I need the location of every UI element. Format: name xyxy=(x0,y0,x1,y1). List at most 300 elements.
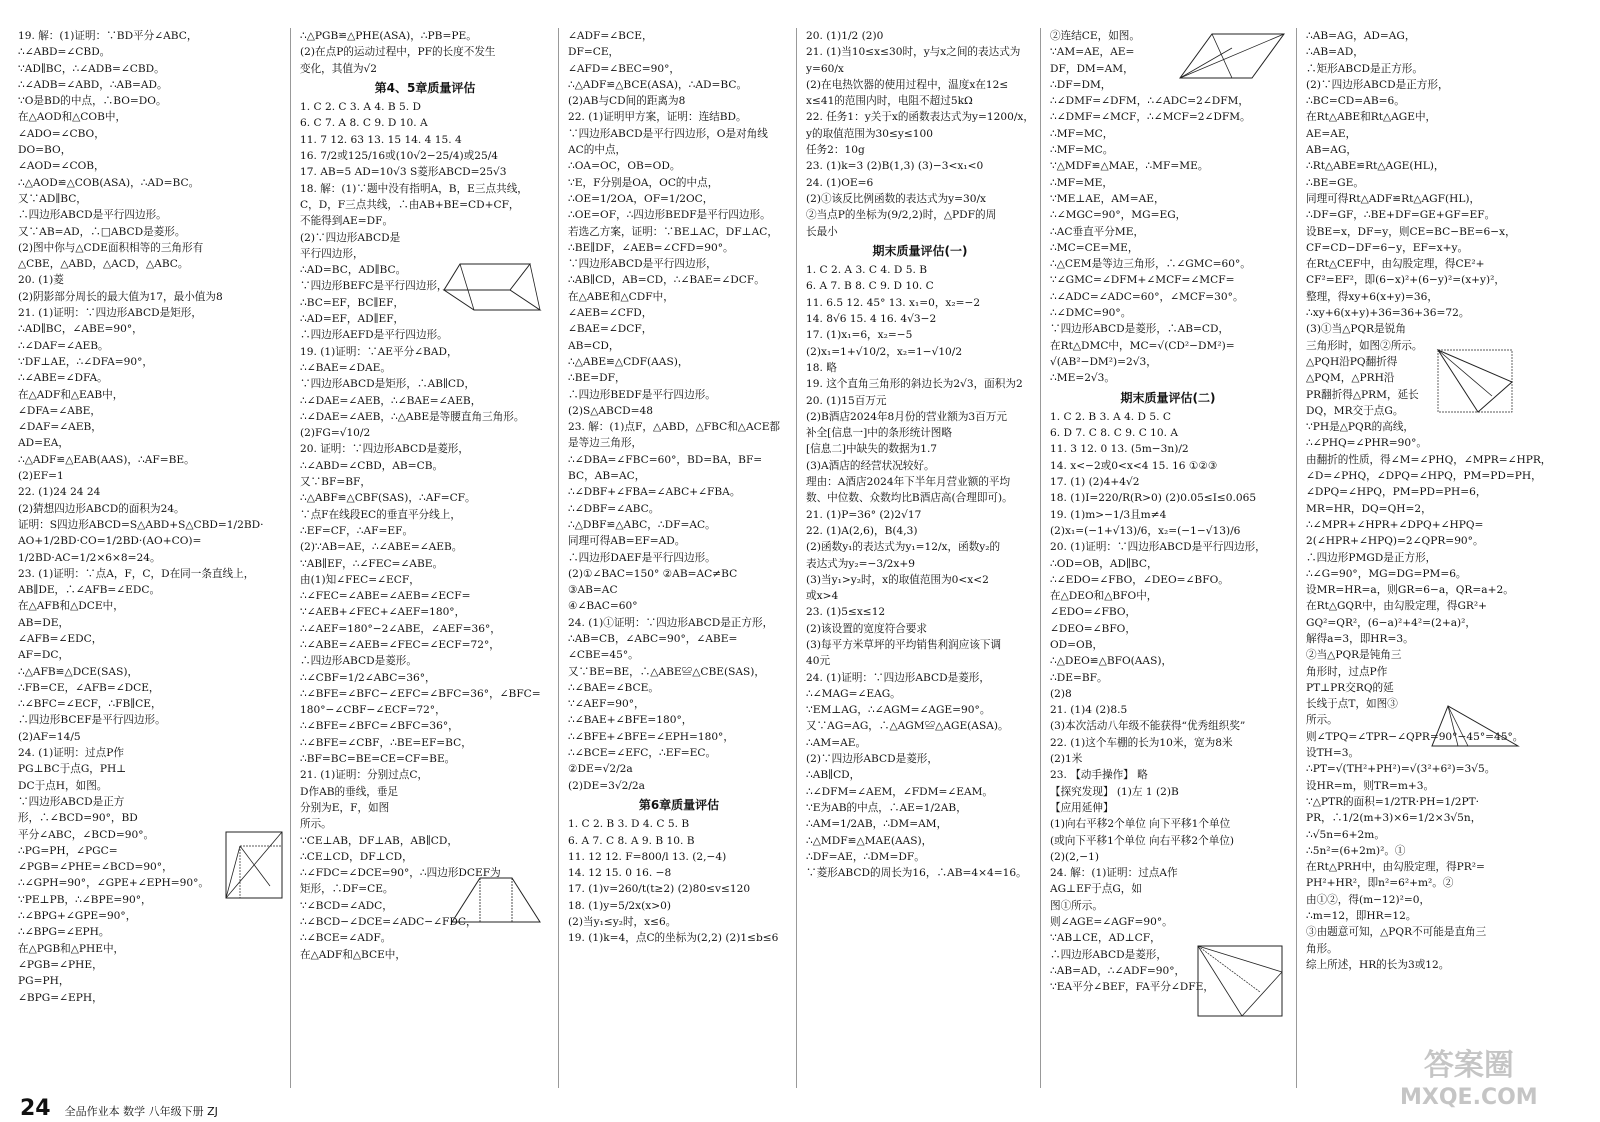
answer-line: 19. (1)m>−1/3且m≠4 xyxy=(1050,508,1167,521)
answer-line: (2)①该反比例函数的表达式为y=30/x xyxy=(806,192,987,205)
answer-line: ∴PT=√(TH²+PH²)=√(3²+6²)=3√5。 xyxy=(1306,763,1496,776)
answer-line: 23. 解：(1)点F，△ABD，△FBC和△ACE都 xyxy=(568,421,781,434)
answer-line: ∵EM⊥AG，∴∠AGM=∠AGE=90°。 xyxy=(806,704,991,717)
page-number: 24 xyxy=(20,1096,51,1121)
answer-line: 22. 任务1：y关于x的函数表达式为y=1200/x， xyxy=(806,111,1034,124)
answer-line: y的取值范围为30≤y≤100 xyxy=(806,127,933,140)
answer-line: 在△ADF和△EAB中， xyxy=(18,388,124,401)
answer-line: 18. (1)y=5/2x(x>0) xyxy=(568,899,671,912)
answer-line: ∴∠DBF=∠ABC。 xyxy=(568,502,660,515)
answer-line: 11. 6.5 12. 45° 13. x₁=0，x₂=−2 xyxy=(806,296,981,309)
rhombus-figure-24 xyxy=(1172,28,1290,86)
answer-line: (2)∵四边形ABCD是正方形， xyxy=(1306,78,1449,91)
answer-line: ∵∠AEF=90°， xyxy=(568,698,645,711)
answer-line: ∠DEO=∠BFO， xyxy=(1050,622,1136,635)
answer-line: ∴AC垂直平分ME， xyxy=(1050,225,1145,238)
answer-line: (2)当y₁≤y₂时，x≤6。 xyxy=(568,916,677,929)
answer-line: ∠DFA=∠ABE， xyxy=(18,404,101,417)
answer-line: ∵AM=AE，AE= xyxy=(1050,46,1135,59)
answer-line: 整理，得xy+6(x+y)=36， xyxy=(1306,290,1439,303)
answer-line: ∠AEB=∠CFD， xyxy=(568,307,653,320)
answer-line: DF=CE， xyxy=(568,46,620,59)
answer-line: ∴△DEO≌△BFO(AAS)， xyxy=(1050,655,1173,668)
answer-line: (2)8 xyxy=(1050,687,1072,700)
answer-line: ∴m=12，即HR=12。 xyxy=(1306,910,1417,923)
answer-line: GQ²=QR²，(6−a)²+4²=(2+a)²， xyxy=(1306,616,1476,629)
answer-line: PR，∴1/2(m+3)×6=1/2×3√5n， xyxy=(1306,812,1482,825)
answer-line: 【应用延伸】 xyxy=(1050,801,1114,814)
answer-line: ∠AOD=∠COB， xyxy=(18,160,105,173)
answer-line: BC，AB=AC， xyxy=(568,470,646,483)
answer-line: ∴∠MAG=∠EAG。 xyxy=(806,687,901,700)
answer-line: ∵∠GMC=∠DFM+∠MCF=∠MCF= xyxy=(1050,274,1235,287)
answer-line: 证明：S四边形ABCD=S△ABD+S△CBD=1/2BD· xyxy=(18,518,264,531)
answer-line: ∴∠ABD=∠CBD，AB=CB。 xyxy=(300,459,444,472)
answer-line: ∴∠BFC=∠ECF，∴FB∥CE， xyxy=(18,698,162,711)
answer-line: 11. 3 12. 0 13. (5m−3n)/2 xyxy=(1050,443,1189,456)
answer-line: 1. C 2. B 3. D 4. C 5. B xyxy=(568,818,690,831)
answer-line: ∴∠BFE=∠CBF，∴BE=EF=BC， xyxy=(300,736,472,749)
answer-line: ∵点F在线段EC的垂直平分线上， xyxy=(300,508,461,521)
column-divider xyxy=(1040,28,1041,1088)
answer-line: MR=HR，DQ=QH=2， xyxy=(1306,502,1432,515)
answer-line: 11. 12 12. F=800/l 13. (2,−4) xyxy=(568,850,727,863)
page-footer xyxy=(20,1096,218,1121)
answer-line: (2)x₁=1+√10/2，x₂=1−√10/2 xyxy=(806,345,963,358)
answer-line: ∵E，F分别是OA，OC的中点， xyxy=(568,176,719,189)
answer-line: AE=AE， xyxy=(1306,127,1357,140)
answer-line: 任务2：10g xyxy=(806,144,865,157)
answer-line: 在Rt△GQR中，由勾股定理，得GR²+ xyxy=(1306,600,1488,613)
answer-line: 期末质量评估(二) xyxy=(1120,390,1216,405)
answer-line: ∵四边形BEFC是平行四边形， xyxy=(300,280,448,293)
answer-line: ∴∠BFE=∠BFC=∠BFC=36°， xyxy=(300,720,459,733)
answer-line: ∴BC=EF，BC∥EF， xyxy=(300,296,405,309)
answer-line: ∵∠AEB+∠FEC+∠AEF=180°， xyxy=(300,606,466,619)
answer-line: 长线于点T，如图③ xyxy=(1306,698,1398,711)
answer-line: 24. (1)证明：∵四边形ABCD是菱形， xyxy=(806,671,990,684)
answer-line: 平行四边形， xyxy=(300,247,364,260)
answer-line: ∴AB∥CD，AB=CD，∴∠BAE=∠DCF。 xyxy=(568,274,765,287)
answer-line: ∴OE=1/2OA，OF=1/2OC， xyxy=(568,192,714,205)
answer-line: 表达式为y₂=−3/2x+9 xyxy=(806,557,915,570)
answer-line: 同理可得AB=EF=AD。 xyxy=(568,535,686,548)
answer-line: (2)(2,−1) xyxy=(1050,850,1099,863)
answer-line: ∴∠AEF=180°−2∠ABE，∠AEF=36°， xyxy=(300,622,501,635)
answer-line: ∵菱形ABCD的周长为16，∴AB=4×4=16。 xyxy=(806,867,1027,880)
answer-line: 所示。 xyxy=(1306,714,1338,727)
answer-line: ∵CE⊥AB，DF⊥AB，AB∥CD， xyxy=(300,834,458,847)
answer-line: ③AB=AC xyxy=(568,584,618,597)
answer-line: PG⊥BC于点G，PH⊥ xyxy=(18,763,127,776)
answer-line: ∠CBE=45°。 xyxy=(568,649,639,662)
answer-line: (2)S△ABCD=48 xyxy=(568,404,653,417)
answer-line: 第4、5章质量评估 xyxy=(374,80,476,95)
answer-line: ∠ADO=∠CBO， xyxy=(18,127,105,140)
answer-line: 17. (1)x₁=6，x₂=−5 xyxy=(806,329,913,342)
answer-line: ∴MC=CE=ME， xyxy=(1050,241,1139,254)
answer-line: 在△ABE和△CDF中， xyxy=(568,290,674,303)
answer-line: ∴∠ADC=∠ADC=60°，∠MCF=30°。 xyxy=(1050,290,1244,303)
answer-line: 矩形，∴DF=CE。 xyxy=(300,883,394,896)
answer-line: 数、中位数、众数均比B酒店高(合理即可)。 xyxy=(806,492,1013,505)
answer-line: (3)A酒店的经营状况较好。 xyxy=(806,459,935,472)
answer-line: (2)猜想四边形ABCD的面积为24。 xyxy=(18,502,185,515)
answer-line: ∠PGB=∠PHE， xyxy=(18,958,103,971)
answer-line: ∴DF=GF，∴BE+DF=GE+GF=EF。 xyxy=(1306,209,1496,222)
answer-line: 综上所述，HR的长为3或12。 xyxy=(1306,958,1450,971)
answer-column-3 xyxy=(568,28,790,1088)
answer-line: 18. (1)I=220/R(R>0) (2)0.05≤I≤0.065 xyxy=(1050,492,1257,505)
answer-line: ∴∠DMF=∠MCF，∴∠MCF=2∠DFM。 xyxy=(1050,111,1251,124)
answer-line: 或x>4 xyxy=(806,590,839,603)
answer-line: ∴√5n=6+2m。 xyxy=(1306,828,1385,841)
answer-line: ∴BE=GE。 xyxy=(1306,176,1364,189)
answer-line: ∴MF=ME， xyxy=(1050,176,1113,189)
answer-line: (2)1米 xyxy=(1050,753,1083,766)
answer-line: 16. 7/2或125/16或(10√2−25/4)或25/4 xyxy=(300,150,499,163)
answer-line: (3)当y₁>y₂时，x的取值范围为0<x<2 xyxy=(806,573,989,586)
answer-line: ∴∠ABD=∠CBD。 xyxy=(18,46,111,59)
answer-line: ∵∠BCD=∠ADC， xyxy=(300,899,393,912)
answer-line: ∵ME⊥AE，AM=AE， xyxy=(1050,192,1165,205)
answer-line: ∴AB=AD， xyxy=(1306,46,1364,59)
answer-line: (2)函数y₁的表达式为y₁=12/x，函数y₂的 xyxy=(806,541,1001,554)
answer-line: ∴∠DMF=∠DFM，∴∠ADC=2∠DFM， xyxy=(1050,95,1249,108)
answer-line: 24. (1)①证明：∵四边形ABCD是正方形， xyxy=(568,616,774,629)
answer-line: 设HR=m，则TR=m+3。 xyxy=(1306,779,1435,792)
answer-line: ∴AD=BC，AD∥BC。 xyxy=(300,264,407,277)
answer-line: DC于点H，如图。 xyxy=(18,779,108,792)
answer-line: △CBE，△ABD，△ACD，△ABC。 xyxy=(18,258,189,271)
answer-line: CF=CD−DF=6−y，EF=x+y。 xyxy=(1306,241,1469,254)
book-info: 全品作业本 数学 八年级下册 ZJ xyxy=(64,1105,218,1118)
answer-column-4 xyxy=(806,28,1034,1088)
answer-line: ∵四边形ABCD是平行四边形， xyxy=(568,258,717,271)
answer-line: 6. D 7. C 8. C 9. C 10. A xyxy=(1050,427,1179,440)
answer-line: ∴∠BPG+∠GPE=90°， xyxy=(18,910,137,923)
answer-line: ∵EA平分∠BEF，FA平分∠DFE， xyxy=(1050,981,1214,994)
answer-line: ∴∠DMC=90°。 xyxy=(1050,307,1132,320)
answer-line: 24. (1)证明：过点P作 xyxy=(18,747,124,760)
answer-line: (2)在电热饮器的使用过程中，温度x在12≤ xyxy=(806,78,1009,91)
answer-line: ∠D=∠PHQ，∠DPQ=∠HPQ，PM=PD=PH， xyxy=(1306,470,1542,483)
answer-line: ∴AB=CB，∠ABC=90°，∠ABE= xyxy=(568,632,738,645)
answer-line: 40元 xyxy=(806,655,831,668)
answer-line: ∴xy+6(x+y)+36=36+36=72。 xyxy=(1306,307,1470,320)
answer-line: 20. (1)证明：∵四边形ABCD是平行四边形， xyxy=(1050,541,1266,554)
answer-line: ∴△ABE≌△CDF(AAS)， xyxy=(568,355,689,368)
answer-line: ③由题意可知，△PQR不可能是直角三 xyxy=(1306,926,1487,939)
answer-line: AC的中点， xyxy=(568,144,627,157)
answer-line: ②DE=√2/2a xyxy=(568,763,633,776)
answer-line: 20. (1)菱 xyxy=(18,274,64,287)
answer-line: 角形时，过点P作 xyxy=(1306,665,1388,678)
answer-line: ∠PGB=∠PHE=∠BCD=90°， xyxy=(18,861,173,874)
answer-line: ∠BPG=∠EPH， xyxy=(18,991,103,1004)
answer-line: ∴BC=CD=AB=6。 xyxy=(1306,95,1405,108)
answer-line: 6. A 7. B 8. C 9. D 10. C xyxy=(806,280,934,293)
answer-line: PG=PH， xyxy=(18,975,70,988)
answer-line: ∴∠PHQ=∠PHR=90°。 xyxy=(1306,437,1428,450)
answer-line: ∴MF=MC。 xyxy=(1050,144,1114,157)
answer-line: 20. 证明：∵四边形ABCD是菱形， xyxy=(300,443,469,456)
answer-line: 由①②，得(m−12)²=0， xyxy=(1306,893,1431,906)
answer-line: AB=DE， xyxy=(18,616,70,629)
column-divider xyxy=(796,28,797,1088)
answer-line: PT⊥PR交RQ的延 xyxy=(1306,681,1394,694)
answer-line: ∠DPQ=∠HPQ，PM=PD=PH=6， xyxy=(1306,486,1487,499)
answer-line: 6. C 7. A 8. C 9. D 10. A xyxy=(300,117,428,130)
answer-line: AB∥DE，∴∠AFB=∠EDC。 xyxy=(18,584,161,597)
answer-line: ∵△MDF≌△MAE，∴MF=ME。 xyxy=(1050,160,1209,173)
answer-line: ∵DF⊥AE，∴∠DFA=90°， xyxy=(18,355,153,368)
answer-line: ∴四边形BEDF是平行四边形。 xyxy=(568,388,716,401)
answer-line: DF，DM=AM， xyxy=(1050,62,1134,75)
answer-line: 图①所示。 xyxy=(1050,899,1103,912)
answer-line: (2)①∠BAC=150° ②AB=AC≠BC xyxy=(568,567,738,580)
answer-line: AF=DC， xyxy=(18,649,70,662)
answer-column-2 xyxy=(300,28,550,1088)
answer-line: 在Rt△DMC中，MC=√(CD²−DM²)= xyxy=(1050,339,1235,352)
answer-line: ∴DF=DM， xyxy=(1050,78,1112,91)
answer-line: ∵四边形ABCD是平行四边形，O是对角线 xyxy=(568,127,768,140)
site-watermark xyxy=(1400,1050,1538,1114)
answer-line: 17. (1)v=260/t(t≥2) (2)80≤v≤120 xyxy=(568,883,751,896)
answer-line: ∴OE=OF，∴四边形BEDF是平行四边形。 xyxy=(568,209,771,222)
answer-line: ∴△CEM是等边三角形，∴∠GMC=60°。 xyxy=(1050,258,1251,271)
answer-line: 又∵BF=BF， xyxy=(300,476,371,489)
answer-line: ∴∠BCE=∠ADF。 xyxy=(300,932,392,945)
column-divider xyxy=(558,28,559,1088)
answer-line: 23. (1)证明：∵点A，F，C，D在同一条直线上， xyxy=(18,567,255,580)
answer-line: √(AB²−DM²)=2√3， xyxy=(1050,355,1157,368)
answer-line: ∴△DBF≌△ABC，∴DF=AC。 xyxy=(568,518,716,531)
answer-line: ∴CE⊥CD，DF⊥CD， xyxy=(300,850,413,863)
answer-line: ∴∠FDC=∠DCE=90°，∴四边形DCEF为 xyxy=(300,867,501,880)
answer-line: 23. 【动手操作】 略 xyxy=(1050,769,1148,782)
answer-line: ∵AB⊥CE，AD⊥CF， xyxy=(1050,932,1161,945)
answer-line: ∴DE=BF。 xyxy=(1050,671,1108,684)
answer-line: ∴AD∥BC，∠ABE=90°， xyxy=(18,323,143,336)
answer-line: ∴AB=AD，∴∠ADF=90°， xyxy=(1050,964,1186,977)
answer-line: ∠ADF=∠BCE， xyxy=(568,30,653,42)
answer-line: 在Rt△PRH中，由勾股定理，得PR²= xyxy=(1306,861,1485,874)
answer-line: (2)∵四边形ABCD是 xyxy=(300,231,401,244)
answer-line: ∴四边形DAEF是平行四边形。 xyxy=(568,551,716,564)
answer-line: 变化，其值为√2 xyxy=(300,62,378,75)
answer-line: (2)∵四边形ABCD是菱形， xyxy=(806,753,938,766)
answer-line: ∴∠BAE=∠BCE。 xyxy=(568,681,659,694)
answer-line: ∵四边形ABCD是矩形，∴AB∥CD， xyxy=(300,378,476,391)
answer-line: 又∵AG=AG，∴△AGM≌△AGE(ASA)。 xyxy=(806,720,1009,733)
answer-line: (2)x₁=(−1+√13)/6，x₂=(−1−√13)/6 xyxy=(1050,524,1241,537)
answer-line: 角形。 xyxy=(1306,942,1338,955)
answer-line: ∵四边形ABCD是正方 xyxy=(18,795,125,808)
answer-line: (2)B酒店2024年8月份的营业额为3百万元 xyxy=(806,410,1007,423)
answer-line: 解得a=3，即HR=3。 xyxy=(1306,632,1414,645)
answer-line: [信息二]中缺失的数据为1.7 xyxy=(806,443,938,456)
answer-line: △PQH沿PQ翻折得 xyxy=(1306,355,1398,368)
answer-line: 21. (1)当10≤x≤30时，y与x之间的表达式为 xyxy=(806,46,1021,59)
answer-line: ∴∠DAE=∠AEB，∴∠BAE=∠AEB， xyxy=(300,394,482,407)
answer-line: 21. (1)4 (2)8.5 xyxy=(1050,704,1128,717)
answer-line: ∴∠ABE=∠DFA。 xyxy=(18,372,108,385)
answer-line: C，D，F三点共线，∴由AB+BE=CD+CF， xyxy=(300,198,520,211)
answer-line: 17. AB=5 AD=10√3 S菱形ABCD=25√3 xyxy=(300,166,507,179)
answer-line: 又∵AD∥BC， xyxy=(18,192,87,205)
answer-line: DO=BO， xyxy=(18,144,72,157)
answer-line: ∴PG=PH，∠PGC= xyxy=(18,844,118,857)
answer-line: x≤41的范围内时，电阻不超过5kΩ xyxy=(806,95,973,108)
answer-line: 设TH=3。 xyxy=(1306,747,1360,760)
answer-line: 19. 解：(1)证明：∵BD平分∠ABC， xyxy=(18,30,198,42)
answer-line: ∴DF=AE，∴DM=DF。 xyxy=(806,850,925,863)
trapezoid-figure-21 xyxy=(446,872,546,928)
answer-line: ∴△ADF≌△BCE(ASA)，∴AD=BC。 xyxy=(568,78,748,91)
answer-line: 1/2BD·AC=1/2×6×8=24。 xyxy=(18,551,161,564)
answer-line: 23. (1)k=3 (2)B(1,3) (3)−3<x₁<0 xyxy=(806,160,984,173)
answer-line: ∠AFD=∠BEC=90°， xyxy=(568,62,680,75)
answer-line: 在Rt△CEF中，由勾股定理，得CE²+ xyxy=(1306,258,1485,271)
answer-line: ∴矩形ABCD是正方形。 xyxy=(1306,62,1423,75)
answer-line: ∴四边形ABCD是菱形。 xyxy=(300,655,417,668)
watermark-url: MXQE.COM xyxy=(1400,1085,1538,1110)
answer-line: ∴∠DFM=∠AEM，∠FDM=∠EAM。 xyxy=(806,785,994,798)
square-figure-24 xyxy=(220,828,288,908)
answer-line: ∴Rt△ABE≌Rt△AGE(HL)， xyxy=(1306,160,1445,173)
answer-line: D作AB的垂线，垂足 xyxy=(300,785,399,798)
answer-line: ∴AM=AE。 xyxy=(806,736,867,749)
answer-line: (3)①当△PQR是锐角 xyxy=(1306,323,1406,336)
answer-line: ∴△AOD≌△COB(ASA)，∴AD=BC。 xyxy=(18,176,200,189)
answer-line: ∴BF=BC=BE=CE=CF=BE。 xyxy=(300,753,456,766)
watermark-logo-text: 答案圈 xyxy=(1423,1048,1514,1083)
answer-line: 18. 解：(1)∵题中没有指明A，B，E三点共线， xyxy=(300,182,528,195)
answer-line: ∵O是BD的中点，∴BO=DO。 xyxy=(18,95,167,108)
answer-line: 1. C 2. A 3. C 4. D 5. B xyxy=(806,264,927,277)
answer-line: OD=OB， xyxy=(1050,638,1104,651)
answer-line: 20. (1)15百万元 xyxy=(806,394,887,407)
answer-line: 所示。 xyxy=(300,818,332,831)
answer-line: ∴四边形PMGD是正方形， xyxy=(1306,551,1437,564)
answer-line: (2)图中你与△CDE面积相等的三角形有 xyxy=(18,241,204,254)
answer-line: ②当点P的坐标为(9/2,2)时，△PDF的周 xyxy=(806,209,997,222)
answer-line: 24. 解：(1)证明：过点A作 xyxy=(1050,867,1178,880)
answer-line: 1. C 2. B 3. A 4. D 5. C xyxy=(1050,410,1171,423)
answer-line: ∴∠DAF=∠AEB。 xyxy=(18,339,109,352)
answer-line: ∴FB=CE，∠AFB=∠DCE， xyxy=(18,681,160,694)
answer-line: ∠AFB=∠EDC， xyxy=(18,632,103,645)
answer-line: ∴AB∥CD， xyxy=(806,769,861,782)
answer-line: ∴∠DBA=∠FBC=60°，BD=BA，BF= xyxy=(568,453,763,466)
answer-line: 在△ADF和△BCE中， xyxy=(300,948,406,961)
answer-line: (2)在点P的运动过程中，PF的长度不发生 xyxy=(300,46,496,59)
answer-line: 19. (1)证明：∵AE平分∠BAD， xyxy=(300,345,458,358)
answer-line: 在Rt△ABE和Rt△AGE中， xyxy=(1306,111,1437,124)
answer-line: PH²+HR²，即n²=6²+m²。② xyxy=(1306,877,1454,890)
answer-line: 6. A 7. C 8. A 9. B 10. B xyxy=(568,834,695,847)
answer-line: ∵PE⊥PB，∴∠BPE=90°， xyxy=(18,893,152,906)
answer-line: AB=AG， xyxy=(1306,144,1358,157)
answer-line: 1. C 2. C 3. A 4. B 5. D xyxy=(300,101,421,114)
answer-line: ∵AB∥EF，∴∠FEC=∠ABE。 xyxy=(300,557,444,570)
answer-line: 21. (1)证明：∵四边形ABCD是矩形， xyxy=(18,307,202,320)
answer-line: (2)DE=3√2/2a xyxy=(568,779,645,792)
answer-line: ∴∠DAE=∠AEB，∴△ABE是等腰直角三角形。 xyxy=(300,410,525,423)
answer-line: ∴MF=MC， xyxy=(1050,127,1114,140)
answer-line: ∴AB=AG，AD=AG， xyxy=(1306,30,1416,42)
answer-line: 14. x<−2或0<x<4 15. 16 ①②③ xyxy=(1050,459,1218,472)
answer-line: 180°−∠CBF−∠ECF=72°， xyxy=(300,704,446,717)
answer-line: 在△DEO和△BFO中， xyxy=(1050,590,1158,603)
answer-line: ∴OA=OC，OB=OD。 xyxy=(568,160,681,173)
answer-line: ∴AD=EF，AD∥EF， xyxy=(300,313,405,326)
answer-line: ∴∠GPH=90°，∠GPE+∠EPH=90°。 xyxy=(18,877,209,890)
answer-line: ②连结CE，如图。 xyxy=(1050,30,1140,42)
answer-line: 22. (1)证明甲方案，证明：连结BD。 xyxy=(568,111,747,124)
answer-column-5 xyxy=(1050,28,1286,1088)
answer-line: ∴△ADF≌△EAB(AAS)，∴AF=BE。 xyxy=(18,453,195,466)
answer-line: ∴∠BCD−∠DCE=∠ADC−∠FDC， xyxy=(300,916,477,929)
answer-line: PR翻折得△PRM，延长 xyxy=(1306,388,1419,401)
answer-line: (2)FG=√10/2 xyxy=(300,427,371,440)
answer-line: 则∠AGE=∠AGF=90°。 xyxy=(1050,916,1173,929)
answer-line: 期末质量评估(一) xyxy=(872,243,968,258)
answer-line: (3)本次活动八年级不能获得“优秀组织奖” xyxy=(1050,720,1246,733)
answer-line: (2)AF=14/5 xyxy=(18,730,81,743)
answer-line: ∴△ABF≌△CBF(SAS)，∴AF=CF。 xyxy=(300,492,476,505)
answer-line: 理由：A酒店2024年下半年月营业额的平均 xyxy=(806,476,1011,489)
answer-line: ∴OD=OB，AD∥BC， xyxy=(1050,557,1158,570)
answer-line: (2)该设置的宽度符合要求 xyxy=(806,622,927,635)
answer-line: 18. 略 xyxy=(806,361,837,374)
answer-line: ∴∠CBF=1/2∠ABC=36°， xyxy=(300,671,436,684)
answer-line: y=60/x xyxy=(806,62,844,75)
answer-line: ∴∠ABE=∠AEB=∠FEC=∠ECF=72°， xyxy=(300,638,500,651)
answer-line: ∠EDO=∠FBO， xyxy=(1050,606,1137,619)
answer-line: 【探究发现】 (1)左 1 (2)B xyxy=(1050,785,1179,798)
answer-line: 又∵AB=AD，∴□ABCD是菱形。 xyxy=(18,225,186,238)
answer-line: 平分∠ABC，∠BCD=90°。 xyxy=(18,828,155,841)
answer-line: ∴AM=1/2AB，∴DM=AM， xyxy=(806,818,948,831)
answer-line: ∴∠BAE=∠DAE。 xyxy=(300,361,392,374)
answer-line: 19. (1)k=4，点C的坐标为(2,2) (2)1≤b≤6 xyxy=(568,932,779,945)
answer-line: (2)EF=1 xyxy=(18,470,64,483)
column-divider xyxy=(290,28,291,1088)
answer-line: AD=EA， xyxy=(18,437,69,450)
answer-line: 若选乙方案，证明：∵BE⊥AC，DF⊥AC， xyxy=(568,225,778,238)
answer-line: CF²=EF²，即(6−x)²+(6−y)²=(x+y)²， xyxy=(1306,274,1506,287)
answer-line: ∴△AFB≌△DCE(SAS)， xyxy=(18,665,139,678)
answer-line: ∴EF=CF，∴AF=EF。 xyxy=(300,524,414,537)
answer-line: ∴△PGB≌△PHE(ASA)，∴PB=PE。 xyxy=(300,30,477,42)
answer-line: ∴BE=DF， xyxy=(568,372,626,385)
answer-line: ∵四边形ABCD是菱形，∴AB=CD， xyxy=(1050,323,1230,336)
answer-line: ④∠BAC=60° xyxy=(568,600,638,613)
answer-line: (2)∵AB=AE，∴∠ABE=∠AEB。 xyxy=(300,541,463,554)
answer-line: ②当△PQR是钝角三 xyxy=(1306,649,1402,662)
triangle-figure-2 xyxy=(1432,346,1518,420)
answer-line: 则∠TPQ=∠TPR−∠QPR=90°−45°=45°。 xyxy=(1306,730,1524,743)
answer-line: ∴∠BCE=∠EFC，∴EF=EC。 xyxy=(568,747,717,760)
answer-line: (2)阴影部分周长的最大值为17，最小值为8 xyxy=(18,290,223,303)
answer-line: 第6章质量评估 xyxy=(638,797,720,812)
answer-line: 同理可得Rt△ADF≌Rt△AGF(HL)， xyxy=(1306,192,1481,205)
answer-line: 21. (1)P=36° (2)2√17 xyxy=(806,508,922,521)
answer-line: (3)每平方米草坪的平均销售利润应该下调 xyxy=(806,638,1002,651)
answer-line: 14. 8√6 15. 4 16. 4√3−2 xyxy=(806,313,937,326)
